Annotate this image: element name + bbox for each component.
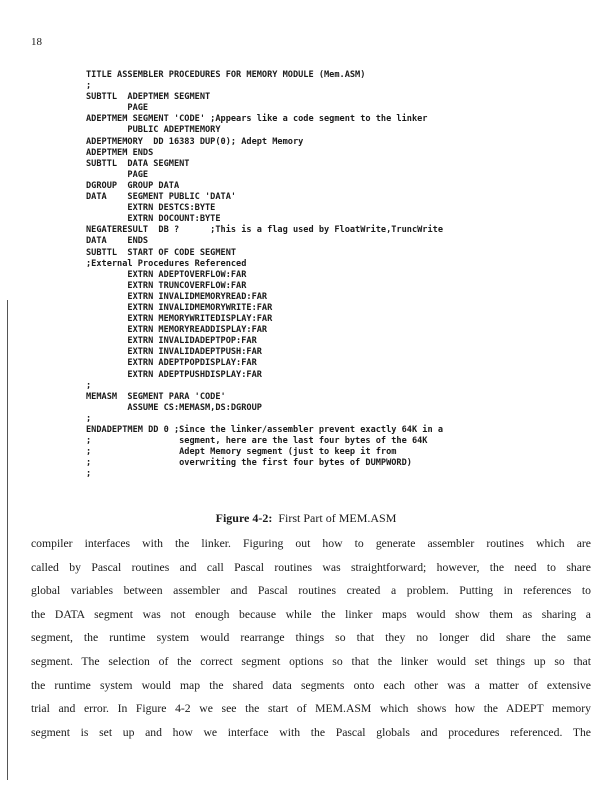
body-line: the DATA segment was not enough because while the linker maps would show them as sharing a <box>31 607 591 621</box>
code-line: ;External Procedures Referenced <box>86 258 247 269</box>
code-line: EXTRN ADEPTOVERFLOW:FAR <box>86 269 247 280</box>
code-line: EXTRN INVALIDADEPTPOP:FAR <box>86 336 257 347</box>
code-line: ADEPTMEMORY DD 16383 DUP(0); Adept Memory <box>86 136 304 147</box>
code-line: ENDADEPTMEM DD 0 ;Since the linker/assembler prevent exactly 64K in a <box>86 425 443 435</box>
code-line: ; Adept Memory segment (just to keep it from <box>86 447 397 458</box>
code-line: EXTRN INVALIDADEPTPUSH:FAR <box>86 347 262 358</box>
code-line: NEGATERESULT DB ? ;This is a flag used by FloatWrite,TruncWrite <box>86 225 443 236</box>
code-line: MEMASM SEGMENT PARA 'CODE' <box>86 391 226 402</box>
code-line: EXTRN INVALIDMEMORYREAD:FAR <box>86 291 268 302</box>
figure-title: First Part of MEM.ASM <box>278 511 397 525</box>
code-line: ADEPTMEM SEGMENT 'CODE' ;Appears like a code segment to the linker <box>86 114 428 125</box>
body-line: called by Pascal routines and call Pascal routines was straightforward; however, the need to share <box>31 560 591 574</box>
code-line: ; segment, here are the last four bytes of the 64K <box>86 436 428 447</box>
figure-label: Figure 4-2: <box>215 511 273 525</box>
code-line: PUBLIC ADEPTMEMORY <box>86 125 221 136</box>
code-line: ; <box>86 469 92 480</box>
code-listing <box>86 70 586 480</box>
code-line: EXTRN TRUNCOVERFLOW:FAR <box>86 280 247 291</box>
code-line: DGROUP GROUP DATA <box>86 180 180 191</box>
code-line: EXTRN MEMORYWRITEDISPLAY:FAR <box>86 314 273 325</box>
code-line: EXTRN INVALIDMEMORYWRITE:FAR <box>86 302 273 313</box>
code-line: ; <box>86 413 92 424</box>
code-line: EXTRN DESTCS:BYTE <box>86 203 216 214</box>
code-line: SUBTTL DATA SEGMENT <box>86 158 190 169</box>
code-line: PAGE <box>86 103 149 114</box>
code-line: EXTRN ADEPTPOPDISPLAY:FAR <box>86 358 257 369</box>
body-paragraph <box>31 532 591 744</box>
code-line: ADEPTMEM ENDS <box>86 147 154 158</box>
code-line: PAGE <box>86 169 149 180</box>
code-line: SUBTTL ADEPTMEM SEGMENT <box>86 92 211 103</box>
code-line: DATA ENDS <box>86 236 149 247</box>
body-line: segment is set up and how we interface with the Pascal globals and procedures referenced. The <box>31 725 591 739</box>
code-line: ; <box>86 81 92 92</box>
body-line: segment, the runtime system would rearrange things so that they no longer did share the same <box>31 631 591 645</box>
body-line: trial and error. In Figure 4-2 we see the start of MEM.ASM which shows how the ADEPT memory <box>31 702 591 716</box>
figure-caption <box>0 511 612 526</box>
code-line: TITLE ASSEMBLER PROCEDURES FOR MEMORY MODULE (Mem.ASM) <box>86 70 366 80</box>
body-line: segment. The selection of the correct segment options so that the linker would set things up so that <box>31 654 591 668</box>
code-line: ASSUME CS:MEMASM,DS:DGROUP <box>86 402 262 413</box>
page-number: 18 <box>31 36 42 48</box>
code-line: DATA SEGMENT PUBLIC 'DATA' <box>86 192 237 203</box>
body-line: compiler interfaces with the linker. Figuring out how to generate assembler routines which are <box>31 537 591 550</box>
code-line: EXTRN ADEPTPUSHDISPLAY:FAR <box>86 369 262 380</box>
body-line: the runtime system would map the shared data segments onto each other was a matter of extensive <box>31 678 591 692</box>
code-line: EXTRN DOCOUNT:BYTE <box>86 214 221 225</box>
code-line: SUBTTL START OF CODE SEGMENT <box>86 247 237 258</box>
code-line: ; overwriting the first four bytes of DUMPWORD) <box>86 458 412 469</box>
body-line: global variables between assembler and Pascal routines created a problem. Putting in references to <box>31 584 591 598</box>
margin-rule <box>7 300 8 780</box>
code-line: ; <box>86 380 92 391</box>
code-line: EXTRN MEMORYREADDISPLAY:FAR <box>86 325 268 336</box>
